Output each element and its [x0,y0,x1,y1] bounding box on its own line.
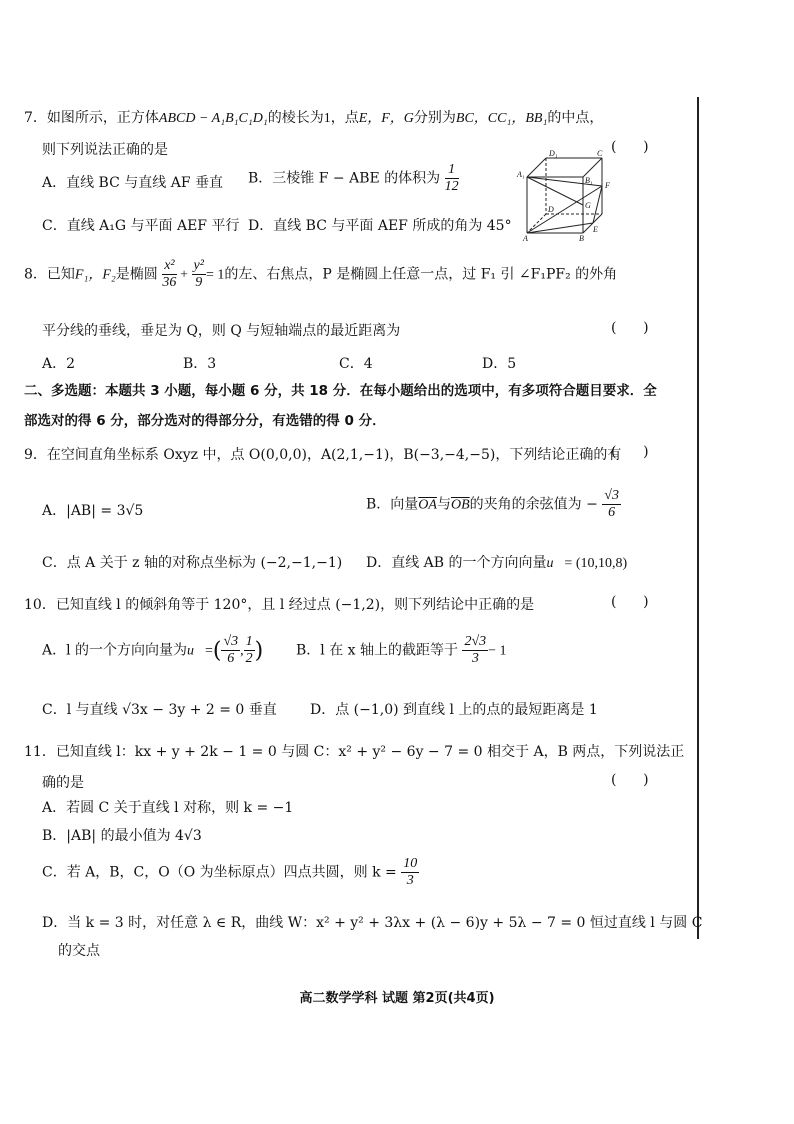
label-G: G [585,201,591,210]
q7-answer-paren: ( ) [611,139,649,155]
q8-eq: = 1 [205,267,225,283]
q10-option-b-fraction [462,634,488,667]
q7-text-b: 的棱长为 [267,110,324,126]
segment-A1G [527,177,583,205]
q11-c-num: 10 [403,856,418,871]
q8-text-pre: 已知 [46,266,75,283]
q10-option-b [296,634,507,667]
q11-stem-line2: 确的是 [42,775,84,791]
q7-option-b-num: 1 [445,162,459,179]
q11-answer-paren: ( ) [611,772,649,788]
q7-option-b [248,162,459,195]
q10-option-a-frac2 [244,634,255,667]
label-A: A [523,234,528,242]
q7-option-c: C．直线 A₁G 与平面 AEF 平行 [42,218,240,234]
label-E: E [593,225,598,234]
q10-b-num: 2√3 [464,634,487,649]
q7-option-a: A．直线 BC 与直线 AF 垂直 [42,175,223,191]
q7-edge: 1 [323,111,331,126]
q8-number: 8． [24,266,47,283]
q7-option-d: D．直线 BC 与平面 AEF 所成的角为 45° [248,218,512,234]
label-A1: A₁ [517,170,525,179]
q8-stem: 8．已知F₁，F₂是椭圆 $\frac{\text{x²}}{36}$ + $\frac{\text{y²}}{9}$ = 1的左、右焦点，P 是椭圆上任意一点，过 F₁ 引 ∠F₁PF₂ 的外角 [24,258,618,290]
q11-option-d: D．当 k = 3 时，对任意 λ ∈ R，曲线 W：x² + y² + 3λx + (λ − 6)y + 5λ − 7 = 0 恒过直线 l 与圆 C [42,915,703,931]
q10-a-n1: √3 [223,634,239,649]
q8-x-num: x² [164,258,175,273]
q7-option-b-text: B．三棱锥 F − ABE 的体积为 [248,170,441,187]
q11-option-a: A．若圆 C 关于直线 l 对称，则 k = −1 [42,800,294,816]
q8-option-c: C．4 [339,356,373,372]
q9-vector-oa: $\overline{OA}$ [418,497,437,513]
q9-option-d [366,552,627,572]
segment-FE [593,186,602,223]
q7-cube-figure [513,150,618,242]
cube-edge [583,158,602,177]
q11-option-b: B．|AB| 的最小值为 4√3 [42,828,202,844]
q10-option-d: D．点 (−1,0) 到直线 l 上的点的最短距离是 1 [310,702,598,718]
q9-option-d-post: = (10,10,8) [564,556,628,571]
q9-option-c: C．点 A 关于 z 轴的对称点坐标为 (−2,−1,−1) [42,555,343,571]
q8-stem-line2: 平分线的垂线，垂足为 Q，则 Q 与短轴端点的最近距离为 [42,323,401,339]
q9-option-b-num: √3 [604,488,619,503]
q7-option-b-den: 12 [444,179,459,194]
q8-text-post: 的左、右焦点，P 是椭圆上任意一点，过 F₁ 引 ∠F₁PF₂ 的外角 [224,266,618,283]
q9-vector-ob: $\overline{OB}$ [450,497,470,513]
q11-stem: 11．已知直线 l：kx + y + 2k − 1 = 0 与圆 C：x² + y² − 6y − 7 = 0 相交于 A，B 两点，下列说法正 [24,744,685,760]
q10-option-a-frac1 [221,634,240,667]
q7-stem [24,107,603,127]
q9-vector-u: u⃗ [546,556,565,571]
q8-fraction-x [162,258,176,291]
q11-option-c-pre: C．若 A，B，C，O（O 为坐标原点）四点共圆，则 k = [42,864,397,881]
q9-option-b-mid: 与 [436,496,451,513]
label-B: B [579,234,584,242]
q7-edges: BC，CC₁，BB₁ [455,111,548,126]
q10-stem: 10．已知直线 l 的倾斜角等于 120°，且 l 经过点 (−1,2)，则下列结论中正确的是 [24,597,535,613]
q7-text-e: 的中点， [547,110,604,126]
q8-x-den: 36 [162,275,177,290]
label-B1: B₁ [585,176,593,185]
q8-option-a: A．2 [42,356,76,372]
q9-option-a: A．|AB| = 3√5 [42,503,144,519]
q8-y-den: 9 [195,275,203,290]
q10-option-a-eq: = [204,643,213,659]
q9-option-b-den: 6 [608,505,616,520]
q10-a-d2: 2 [245,651,253,666]
label-C1: C [597,150,603,158]
q7-number: 7． [24,110,47,126]
q10-option-a-pre: A．l 的一个方向向量为 [42,642,188,659]
page-footer: 高二数学学科 试题 第2页(共4页) [299,991,495,1006]
q9-answer-paren: ( ) [611,444,649,460]
label-D1: D₁ [549,150,558,158]
q10-option-a: A．l 的一个方向向量为u⃗=( $\frac{√3}{6}$ , $\frac{1}{2}$ ) [42,634,264,666]
q11-c-den: 3 [406,873,414,888]
q11-option-c [42,856,419,889]
q10-vector-u: u⃗ [187,643,205,659]
section-heading-line1: 二、多选题：本题共 3 小题，每小题 6 分，共 18 分．在每小题给出的选项中，有多项符合题目要求．全 [24,383,657,399]
cube-edge [527,158,546,177]
q10-a-d1: 6 [227,651,235,666]
q8-foci: F₁，F₂ [74,267,116,283]
q10-option-b-pre: B．l 在 x 轴上的截距等于 [296,642,459,659]
q8-fraction-y [192,258,206,291]
q11-option-c-fraction [401,856,419,889]
q7-points: E，F，G [358,111,414,126]
q7-option-b-fraction [445,162,459,195]
q8-text-mid: 是椭圆 [115,266,158,283]
q8-option-b: B．3 [183,356,217,372]
section-heading-line2: 部选对的得 6 分，部分选对的得部分分，有选错的得 0 分． [24,413,386,429]
q8-option-d: D．5 [482,356,517,372]
q10-b-den: 3 [471,651,479,666]
label-F: F [605,181,610,190]
q7-stem-line2: 则下列说法正确的是 [42,142,168,158]
q7-solid: ABCD − A₁B₁C₁D₁ [158,111,268,126]
q10-option-c: C．l 与直线 √3x − 3y + 2 = 0 垂直 [42,702,277,718]
q9-option-d-pre: D．直线 AB 的一个方向向量 [366,555,547,571]
q7-text-c: ，点 [330,110,359,126]
column-divider [697,97,699,939]
label-D: D [548,205,554,214]
q9-option-b-fraction [602,488,621,521]
q10-answer-paren: ( ) [611,594,649,610]
q10-option-b-post: − 1 [488,643,507,659]
q10-a-n2: 1 [245,634,253,649]
q8-y-num: y² [193,258,204,273]
q9-option-b-post: 的夹角的余弦值为 − [469,496,598,513]
q9-option-b-pre: B．向量 [366,496,419,513]
q9-option-b [366,488,621,521]
q11-option-d-line2: 的交点 [58,943,100,959]
q9-stem: 9．在空间直角坐标系 Oxyz 中，点 O(0,0,0)，A(2,1,−1)，B(−3,−4,−5)，下列结论正确的有 [24,447,622,463]
q7-text-d: 分别为 [413,110,456,126]
q8-answer-paren: ( ) [611,320,649,336]
q7-text-a: 如图所示，正方体 [46,110,159,126]
